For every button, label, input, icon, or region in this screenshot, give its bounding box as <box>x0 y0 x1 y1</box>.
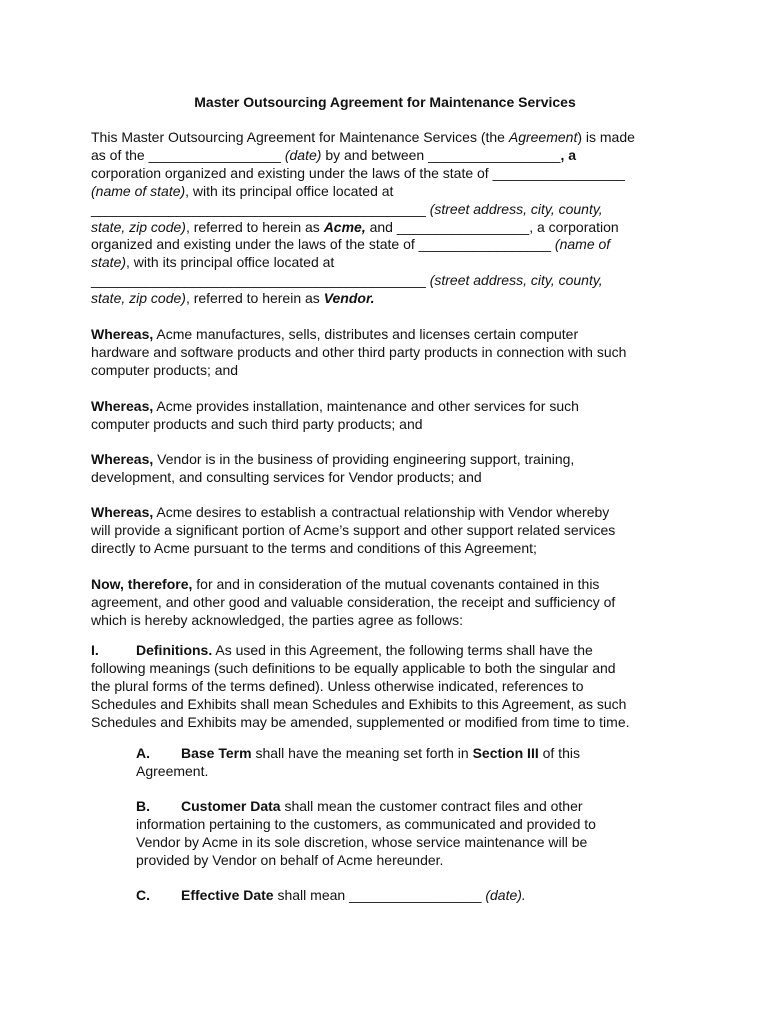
intro-line: as of the _________________ (date) by and between _________________, a <box>91 146 577 163</box>
section-number: I. <box>91 642 99 658</box>
whereas-label: Whereas, <box>91 504 154 520</box>
definition-customer-data: B. Customer Data shall mean the customer contract files and other information pertaining to the customers, as communicated and provided to Vendor by Acme in its sole discretion, whose service maintenance will be provided by Vendor on behalf of Acme hereunder. <box>136 798 596 868</box>
definition-letter: C. <box>136 887 150 903</box>
whereas-paragraph: Whereas, Acme manufactures, sells, distributes and licenses certain computer hardware and software products and other third party products in connection with such computer products; and <box>91 326 627 378</box>
whereas-paragraph: Whereas, Acme desires to establish a contractual relationship with Vendor whereby will provide a significant portion of Acme’s support and other support related services directly to Acme pursuant to the terms and conditions of this Agreement; <box>91 504 616 556</box>
intro-paragraph <box>91 129 681 308</box>
intro-line: state, zip code), referred to herein as Vendor. <box>91 290 375 307</box>
intro-line: state), with its principal office located at <box>91 254 335 271</box>
definition-effective-date: C. Effective Date shall mean _________________ (date). <box>136 887 526 903</box>
vendor-term: Vendor. <box>323 290 375 307</box>
definition-term: Base Term <box>181 745 252 761</box>
acme-term: Acme, <box>323 218 366 235</box>
definition-letter: A. <box>136 745 150 761</box>
intro-line: organized and existing under the laws of the state of _________________ (name of <box>91 236 611 253</box>
intro-line: corporation organized and existing under the laws of the state of _________________ <box>91 164 625 181</box>
whereas-label: Whereas, <box>91 398 154 414</box>
definition-term: Effective Date <box>181 887 274 903</box>
intro-line: state, zip code), referred to herein as Acme, and _________________, a corporation <box>91 218 619 235</box>
whereas-paragraph: Whereas, Vendor is in the business of providing engineering support, training, development, and consulting services for Vendor products; and <box>91 451 575 485</box>
definition-term: Customer Data <box>181 798 281 814</box>
whereas-paragraph: Whereas, Acme provides installation, maintenance and other services for such computer products and such third party products; and <box>91 398 579 432</box>
intro-line: (name of state), with its principal office located at <box>91 182 394 199</box>
now-therefore-label: Now, therefore, <box>91 576 193 592</box>
whereas-label: Whereas, <box>91 326 154 342</box>
section-heading: Definitions. <box>136 642 213 658</box>
intro-line: ___________________________________________ (street address, city, county, <box>91 272 603 289</box>
intro-line: ___________________________________________ (street address, city, county, <box>91 200 603 217</box>
section-definitions: I. Definitions. As used in this Agreement, the following terms shall have the following meanings (such definitions to be equally applicable to both the singular and the plural forms of the terms defined). Unless otherwise indicated, references to Schedules and Exhibits shall mean Schedules and Exhibits to this Agreement, as such Schedules and Exhibits may be amended, supplemented or modified from time to time. <box>91 642 630 730</box>
intro-line: This Master Outsourcing Agreement for Maintenance Services (the Agreement) is made <box>91 129 635 145</box>
document-title: Master Outsourcing Agreement for Maintenance Services <box>194 94 576 110</box>
definition-base-term: A. Base Term shall have the meaning set forth in Section III of this Agreement. <box>136 745 580 779</box>
definition-letter: B. <box>136 798 150 814</box>
whereas-label: Whereas, <box>91 451 154 467</box>
now-therefore-paragraph: Now, therefore, for and in consideration of the mutual covenants contained in this agreement, and other good and valuable consideration, the receipt and sufficiency of which is hereby acknowledged, the parties agree as follows: <box>91 576 616 628</box>
agreement-term: Agreement <box>508 129 578 145</box>
